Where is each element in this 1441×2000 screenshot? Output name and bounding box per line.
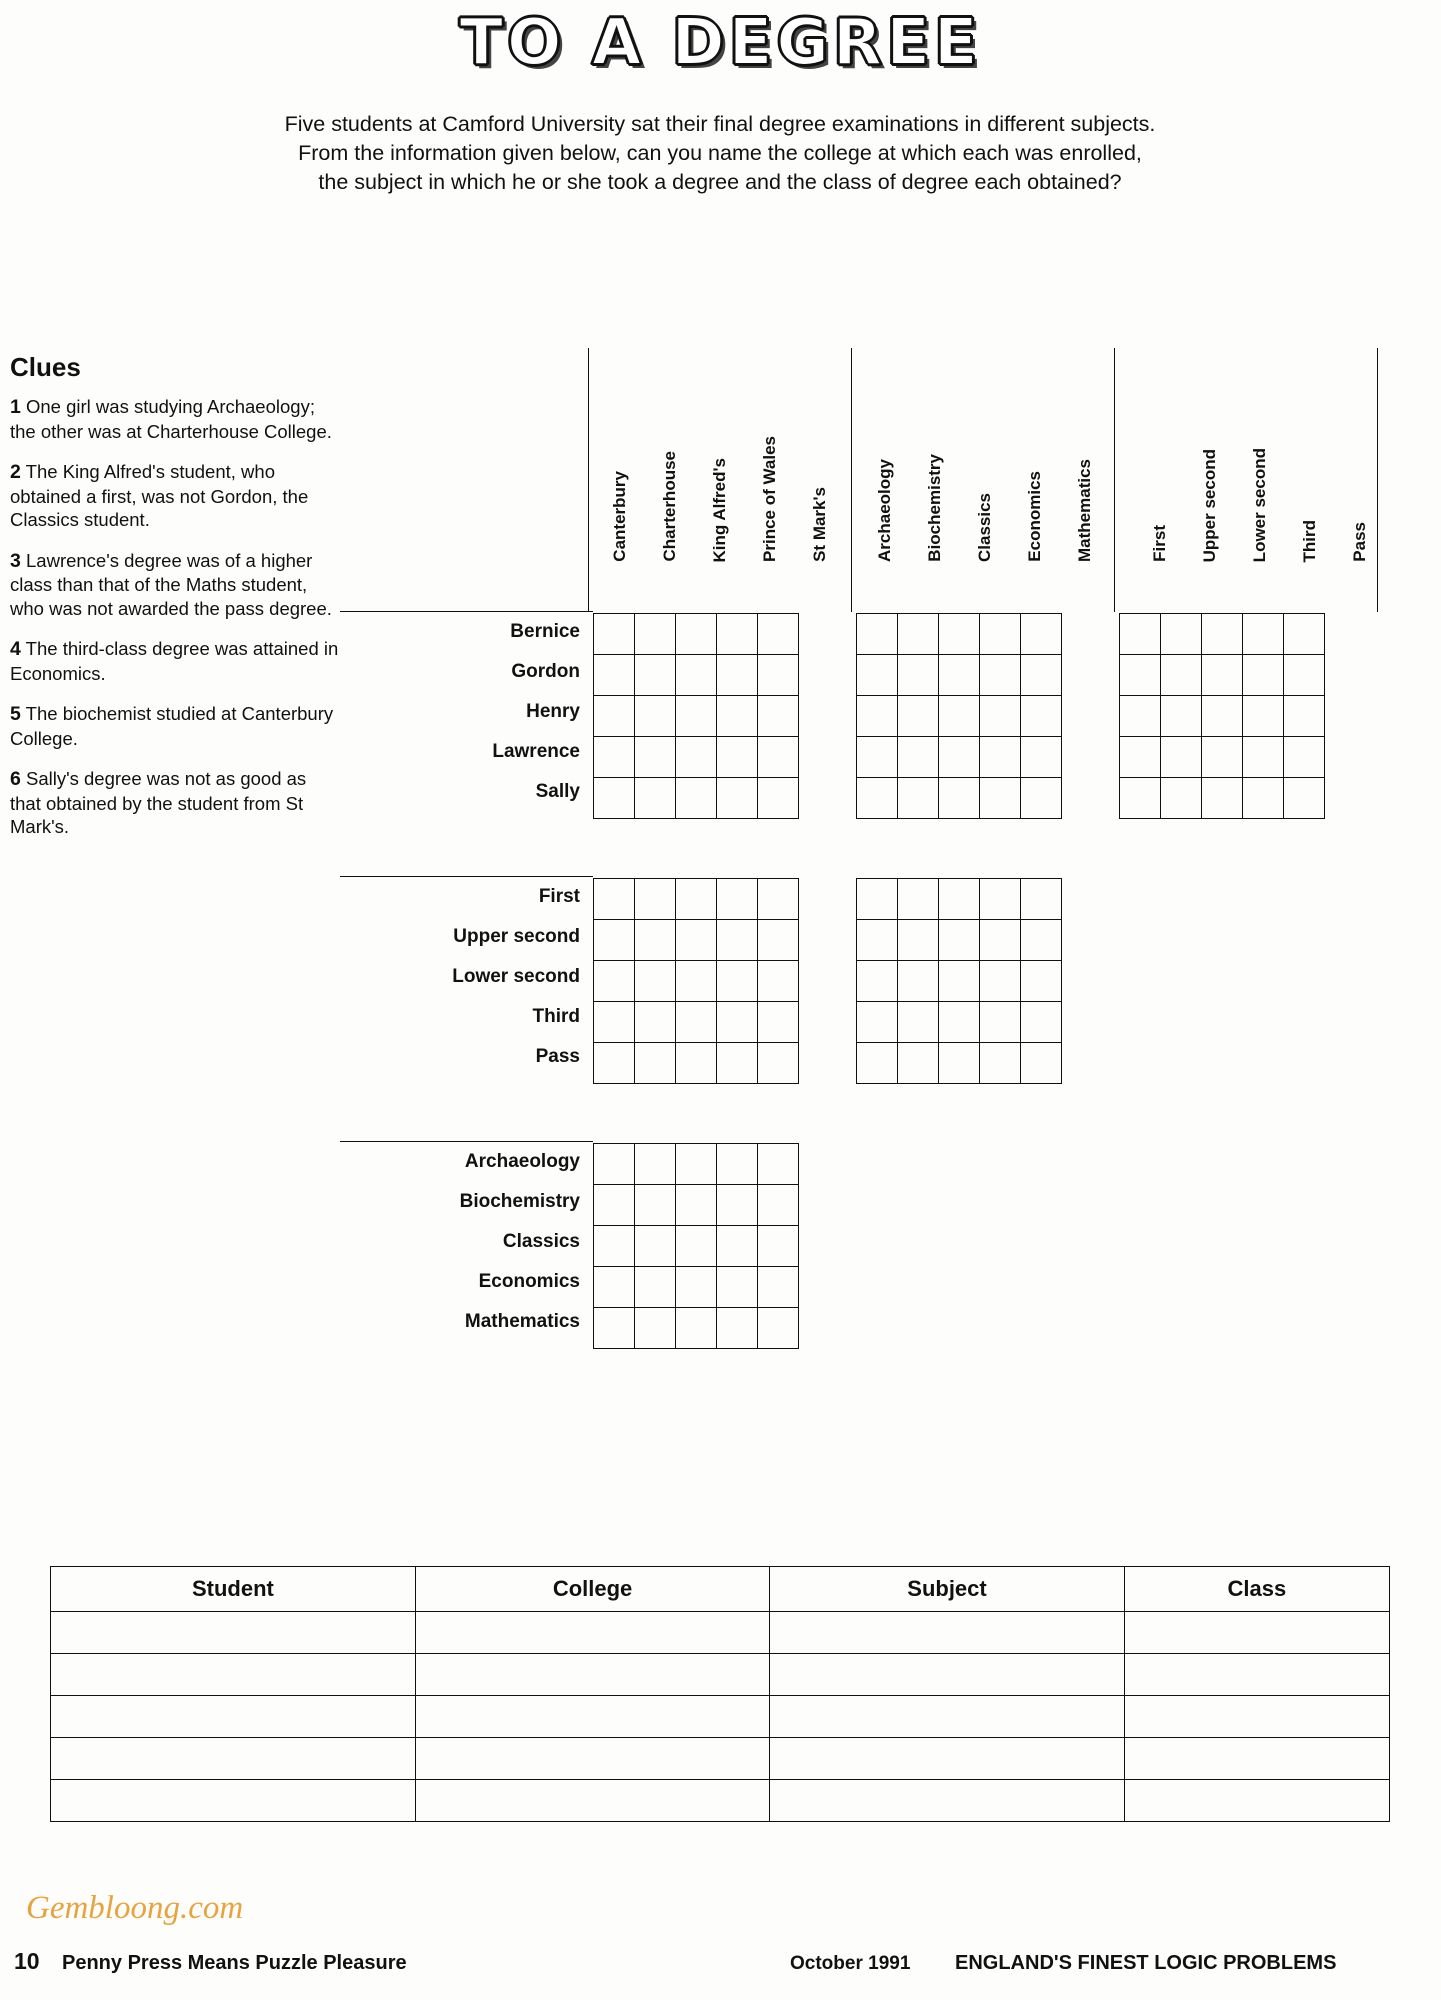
grid-cell[interactable] <box>676 737 717 778</box>
grid-cell[interactable] <box>717 778 758 819</box>
colhead-charterhouse: Charterhouse <box>660 451 679 562</box>
grid-cell[interactable] <box>717 1144 758 1185</box>
grid-cell[interactable] <box>1284 737 1325 778</box>
grid-cell[interactable] <box>980 655 1021 696</box>
answer-cell[interactable] <box>770 1654 1124 1696</box>
grid-cell[interactable] <box>898 961 939 1002</box>
watermark: Gembloong.com <box>26 1890 244 1926</box>
grid-cell[interactable] <box>717 879 758 920</box>
grid-cell[interactable] <box>676 1002 717 1043</box>
header-divider-far <box>1377 348 1378 612</box>
grid-cell[interactable] <box>1021 1043 1062 1084</box>
grid-cell[interactable] <box>1021 920 1062 961</box>
grid-cell[interactable] <box>1021 614 1062 655</box>
answer-cell[interactable] <box>770 1738 1124 1780</box>
answer-cell[interactable] <box>1124 1738 1389 1780</box>
page-number: 10 <box>14 1948 40 1974</box>
grid-cell[interactable] <box>1120 655 1161 696</box>
rowlabel-first: First <box>538 886 580 907</box>
grid-cell[interactable] <box>939 778 980 819</box>
grid-classes-colleges <box>593 878 799 1084</box>
grid-cell[interactable] <box>594 961 635 1002</box>
grid-cell[interactable] <box>1284 778 1325 819</box>
grid-cell[interactable] <box>1243 696 1284 737</box>
clue-text: One girl was studying Archaeology; the other was at Charterhouse College. <box>10 396 332 442</box>
grid-cell[interactable] <box>594 655 635 696</box>
rowlabel-lawrence: Lawrence <box>492 741 580 762</box>
grid-cell[interactable] <box>717 737 758 778</box>
colhead-mathematics: Mathematics <box>1075 459 1094 562</box>
grid-cell[interactable] <box>980 920 1021 961</box>
clue-number: 3 <box>10 549 21 572</box>
answer-header-row <box>51 1567 1390 1612</box>
grid-cell[interactable] <box>758 961 799 1002</box>
grid-cell[interactable] <box>594 614 635 655</box>
grid-cell[interactable] <box>857 737 898 778</box>
grid-cell[interactable] <box>898 879 939 920</box>
grid-cell[interactable] <box>980 1043 1021 1084</box>
grid-cell[interactable] <box>717 696 758 737</box>
grid-cell[interactable] <box>980 879 1021 920</box>
rowlabel-lower-second: Lower second <box>452 966 580 987</box>
answer-col-class: Class <box>1124 1567 1389 1612</box>
grid-cell[interactable] <box>1202 737 1243 778</box>
grid-cell[interactable] <box>676 961 717 1002</box>
grid-cell[interactable] <box>676 1144 717 1185</box>
grid-cell[interactable] <box>939 1043 980 1084</box>
row-labels-students <box>340 612 580 812</box>
grid-cell[interactable] <box>1243 778 1284 819</box>
grid-cell[interactable] <box>717 614 758 655</box>
grid-cell[interactable] <box>758 879 799 920</box>
rowlabel-sally: Sally <box>535 781 580 802</box>
grid-cell[interactable] <box>676 1308 717 1349</box>
rowlabel-upper-second: Upper second <box>453 926 580 947</box>
clue-text: The biochemist studied at Canterbury College. <box>10 703 334 749</box>
grid-cell[interactable] <box>676 614 717 655</box>
rowgroup-divider-mid <box>340 876 593 877</box>
grid-cell[interactable] <box>1021 696 1062 737</box>
table-row <box>51 1738 1390 1780</box>
grid-cell[interactable] <box>758 1226 799 1267</box>
grid-cell[interactable] <box>717 920 758 961</box>
grid-cell[interactable] <box>717 1308 758 1349</box>
grid-cell[interactable] <box>857 961 898 1002</box>
header-divider-left <box>588 348 589 612</box>
grid-cell[interactable] <box>1021 655 1062 696</box>
table-row <box>51 1696 1390 1738</box>
grid-cell[interactable] <box>717 1226 758 1267</box>
clue-item <box>10 702 340 750</box>
grid-cell[interactable] <box>980 696 1021 737</box>
grid-cell[interactable] <box>898 1002 939 1043</box>
answer-cell[interactable] <box>1124 1654 1389 1696</box>
grid-cell[interactable] <box>676 879 717 920</box>
grid-subjects-colleges <box>593 1143 799 1349</box>
grid-cell[interactable] <box>758 1308 799 1349</box>
answer-cell[interactable] <box>51 1738 416 1780</box>
grid-cell[interactable] <box>1202 696 1243 737</box>
clue-number: 5 <box>10 703 21 725</box>
clue-text: Sally's degree was not as good as that obtained by the student from St Mark's. <box>10 768 307 837</box>
grid-cell[interactable] <box>635 614 676 655</box>
grid-cell[interactable] <box>758 920 799 961</box>
colhead-biochemistry: Biochemistry <box>925 454 944 562</box>
answer-table <box>50 1566 1390 1822</box>
grid-cell[interactable] <box>939 737 980 778</box>
clue-number: 4 <box>10 638 21 660</box>
grid-cell[interactable] <box>676 1267 717 1308</box>
colhead-canterbury: Canterbury <box>610 471 629 562</box>
rowlabel-economics: Economics <box>478 1271 580 1292</box>
grid-cell[interactable] <box>717 655 758 696</box>
colhead-first: First <box>1150 525 1169 562</box>
grid-cell[interactable] <box>1161 696 1202 737</box>
grid-students-subjects <box>856 613 1062 819</box>
grid-cell[interactable] <box>1021 778 1062 819</box>
rowlabel-bernice: Bernice <box>510 621 580 642</box>
clue-item <box>10 549 340 621</box>
colhead-economics: Economics <box>1025 471 1044 562</box>
grid-cell[interactable] <box>594 737 635 778</box>
answer-cell[interactable] <box>415 1612 769 1654</box>
clue-number: 2 <box>10 461 21 483</box>
colhead-st-marks: St Mark's <box>810 487 829 562</box>
grid-cell[interactable] <box>635 1002 676 1043</box>
grid-cell[interactable] <box>717 1043 758 1084</box>
grid-students-classes <box>1119 613 1325 819</box>
colhead-upper-second: Upper second <box>1200 448 1219 562</box>
grid-cell[interactable] <box>717 1185 758 1226</box>
rowlabel-archaeology: Archaeology <box>464 1151 580 1172</box>
answer-cell[interactable] <box>51 1654 416 1696</box>
clue-item <box>10 395 340 443</box>
grid-cell[interactable] <box>1284 655 1325 696</box>
answer-cell[interactable] <box>1124 1696 1389 1738</box>
grid-cell[interactable] <box>758 737 799 778</box>
colhead-classics: Classics <box>975 493 994 562</box>
grid-cell[interactable] <box>676 1185 717 1226</box>
grid-cell[interactable] <box>594 1308 635 1349</box>
grid-cell[interactable] <box>635 1267 676 1308</box>
footer-publisher: Penny Press Means Puzzle Pleasure <box>62 1952 407 1974</box>
grid-cell[interactable] <box>980 778 1021 819</box>
intro-line-2: From the information given below, can you name the college at which each was enrolled, <box>298 141 1142 165</box>
grid-cell[interactable] <box>1202 778 1243 819</box>
clue-number: 1 <box>10 396 21 418</box>
clue-item <box>10 767 340 839</box>
rowlabel-henry: Henry <box>526 701 580 722</box>
grid-cell[interactable] <box>1243 655 1284 696</box>
grid-cell[interactable] <box>939 879 980 920</box>
grid-cell[interactable] <box>594 1144 635 1185</box>
grid-cell[interactable] <box>857 879 898 920</box>
grid-cell[interactable] <box>594 778 635 819</box>
answer-cell[interactable] <box>51 1780 416 1822</box>
answer-col-subject: Subject <box>770 1567 1124 1612</box>
grid-cell[interactable] <box>980 961 1021 1002</box>
grid-cell[interactable] <box>1161 737 1202 778</box>
answer-cell[interactable] <box>415 1696 769 1738</box>
answer-cell[interactable] <box>770 1696 1124 1738</box>
grid-cell[interactable] <box>717 1002 758 1043</box>
grid-cell[interactable] <box>635 920 676 961</box>
colhead-king-alfreds: King Alfred's <box>710 457 729 562</box>
clue-text: The King Alfred's student, who obtained a first, was not Gordon, the Classics student. <box>10 461 309 530</box>
answer-cell[interactable] <box>770 1780 1124 1822</box>
answer-cell[interactable] <box>1124 1780 1389 1822</box>
grid-cell[interactable] <box>1021 961 1062 1002</box>
grid-classes-subjects <box>856 878 1062 1084</box>
grid-cell[interactable] <box>898 920 939 961</box>
grid-cell[interactable] <box>676 696 717 737</box>
table-row <box>51 1780 1390 1822</box>
answer-cell[interactable] <box>415 1654 769 1696</box>
rowlabel-mathematics: Mathematics <box>464 1311 580 1332</box>
grid-cell[interactable] <box>758 1043 799 1084</box>
footer-tagline: ENGLAND'S FINEST LOGIC PROBLEMS <box>955 1952 1337 1974</box>
grid-cell[interactable] <box>857 1043 898 1084</box>
row-labels-classes <box>340 877 580 1077</box>
grid-cell[interactable] <box>635 1308 676 1349</box>
grid-cell[interactable] <box>635 1043 676 1084</box>
page-title: TO A DEGREE <box>459 6 982 80</box>
grid-cell[interactable] <box>939 655 980 696</box>
rowgroup-divider-low <box>340 1141 593 1142</box>
grid-cell[interactable] <box>635 879 676 920</box>
grid-cell[interactable] <box>939 961 980 1002</box>
rowgroup-divider-top <box>340 611 593 612</box>
header-divider-mid <box>851 348 852 612</box>
colhead-pass: Pass <box>1350 522 1369 562</box>
answer-col-college: College <box>415 1567 769 1612</box>
colhead-lower-second: Lower second <box>1250 447 1269 562</box>
grid-cell[interactable] <box>857 655 898 696</box>
clue-number: 6 <box>10 768 21 790</box>
grid-cell[interactable] <box>939 696 980 737</box>
grid-cell[interactable] <box>594 1185 635 1226</box>
grid-cell[interactable] <box>676 920 717 961</box>
grid-cell[interactable] <box>1120 696 1161 737</box>
grid-cell[interactable] <box>717 1267 758 1308</box>
grid-cell[interactable] <box>980 1002 1021 1043</box>
table-row <box>51 1612 1390 1654</box>
answer-cell[interactable] <box>51 1612 416 1654</box>
grid-cell[interactable] <box>1120 614 1161 655</box>
grid-cell[interactable] <box>898 1043 939 1084</box>
grid-cell[interactable] <box>676 655 717 696</box>
clue-item <box>10 460 340 532</box>
grid-cell[interactable] <box>594 1002 635 1043</box>
grid-cell[interactable] <box>1161 778 1202 819</box>
rowlabel-gordon: Gordon <box>511 661 580 682</box>
rowlabel-pass: Pass <box>535 1046 580 1067</box>
grid-cell[interactable] <box>1161 614 1202 655</box>
clues-list <box>10 395 340 856</box>
grid-cell[interactable] <box>594 1043 635 1084</box>
intro-line-1: Five students at Camford University sat their final degree examinations in different subjects. <box>284 112 1156 136</box>
grid-cell[interactable] <box>1021 737 1062 778</box>
grid-cell[interactable] <box>1021 879 1062 920</box>
grid-cell[interactable] <box>857 1002 898 1043</box>
answer-cell[interactable] <box>1124 1612 1389 1654</box>
grid-cell[interactable] <box>635 961 676 1002</box>
grid-cell[interactable] <box>676 1226 717 1267</box>
colhead-third: Third <box>1300 519 1319 562</box>
grid-cell[interactable] <box>635 1185 676 1226</box>
grid-cell[interactable] <box>857 614 898 655</box>
grid-cell[interactable] <box>594 920 635 961</box>
answer-col-student: Student <box>51 1567 416 1612</box>
grid-cell[interactable] <box>1243 614 1284 655</box>
grid-cell[interactable] <box>1284 696 1325 737</box>
grid-students-colleges <box>593 613 799 819</box>
grid-cell[interactable] <box>635 696 676 737</box>
answer-cell[interactable] <box>770 1612 1124 1654</box>
grid-cell[interactable] <box>1161 655 1202 696</box>
grid-cell[interactable] <box>758 1185 799 1226</box>
grid-cell[interactable] <box>898 655 939 696</box>
grid-column-headers <box>600 352 1140 562</box>
answer-cell[interactable] <box>415 1780 769 1822</box>
grid-cell[interactable] <box>758 1002 799 1043</box>
grid-cell[interactable] <box>857 920 898 961</box>
grid-cell[interactable] <box>758 614 799 655</box>
grid-column-headers-classes <box>1140 352 1400 562</box>
rowlabel-third: Third <box>532 1006 580 1027</box>
table-row <box>51 1654 1390 1696</box>
header-divider-right <box>1114 348 1115 612</box>
grid-cell[interactable] <box>635 655 676 696</box>
grid-cell[interactable] <box>980 614 1021 655</box>
grid-cell[interactable] <box>635 778 676 819</box>
intro-line-3: the subject in which he or she took a degree and the class of degree each obtained? <box>318 170 1122 194</box>
grid-cell[interactable] <box>1021 1002 1062 1043</box>
grid-cell[interactable] <box>1284 614 1325 655</box>
grid-cell[interactable] <box>635 1226 676 1267</box>
grid-cell[interactable] <box>1120 737 1161 778</box>
grid-cell[interactable] <box>676 778 717 819</box>
grid-cell[interactable] <box>635 737 676 778</box>
grid-cell[interactable] <box>1202 614 1243 655</box>
answer-cell[interactable] <box>415 1738 769 1780</box>
grid-cell[interactable] <box>898 614 939 655</box>
answer-cell[interactable] <box>51 1696 416 1738</box>
colhead-archaeology: Archaeology <box>875 459 894 562</box>
grid-cell[interactable] <box>717 961 758 1002</box>
grid-cell[interactable] <box>758 655 799 696</box>
grid-cell[interactable] <box>594 1267 635 1308</box>
rowlabel-classics: Classics <box>502 1231 580 1252</box>
grid-cell[interactable] <box>1243 737 1284 778</box>
grid-cell[interactable] <box>939 1002 980 1043</box>
grid-cell[interactable] <box>939 920 980 961</box>
rowlabel-biochemistry: Biochemistry <box>459 1191 580 1212</box>
grid-cell[interactable] <box>898 737 939 778</box>
grid-cell[interactable] <box>635 1144 676 1185</box>
grid-cell[interactable] <box>1202 655 1243 696</box>
clue-text: The third-class degree was attained in Economics. <box>10 638 339 684</box>
footer-date: October 1991 <box>790 1953 911 1974</box>
grid-cell[interactable] <box>594 1226 635 1267</box>
grid-cell[interactable] <box>758 778 799 819</box>
colhead-prince-of-wales: Prince of Wales <box>760 436 779 562</box>
intro-paragraph <box>40 110 1400 197</box>
clue-item <box>10 637 340 685</box>
grid-cell[interactable] <box>1120 778 1161 819</box>
grid-cell[interactable] <box>857 696 898 737</box>
clue-text: Lawrence's degree was of a higher class than that of the Maths student, who was not awarded the pass degree. <box>10 549 332 619</box>
grid-cell[interactable] <box>939 614 980 655</box>
grid-cell[interactable] <box>594 696 635 737</box>
grid-cell[interactable] <box>857 778 898 819</box>
grid-cell[interactable] <box>758 696 799 737</box>
grid-cell[interactable] <box>898 778 939 819</box>
grid-cell[interactable] <box>676 1043 717 1084</box>
grid-cell[interactable] <box>758 1267 799 1308</box>
grid-cell[interactable] <box>898 696 939 737</box>
grid-cell[interactable] <box>758 1144 799 1185</box>
clues-heading: Clues <box>10 352 81 382</box>
grid-cell[interactable] <box>980 737 1021 778</box>
grid-cell[interactable] <box>594 879 635 920</box>
row-labels-subjects <box>340 1142 580 1342</box>
